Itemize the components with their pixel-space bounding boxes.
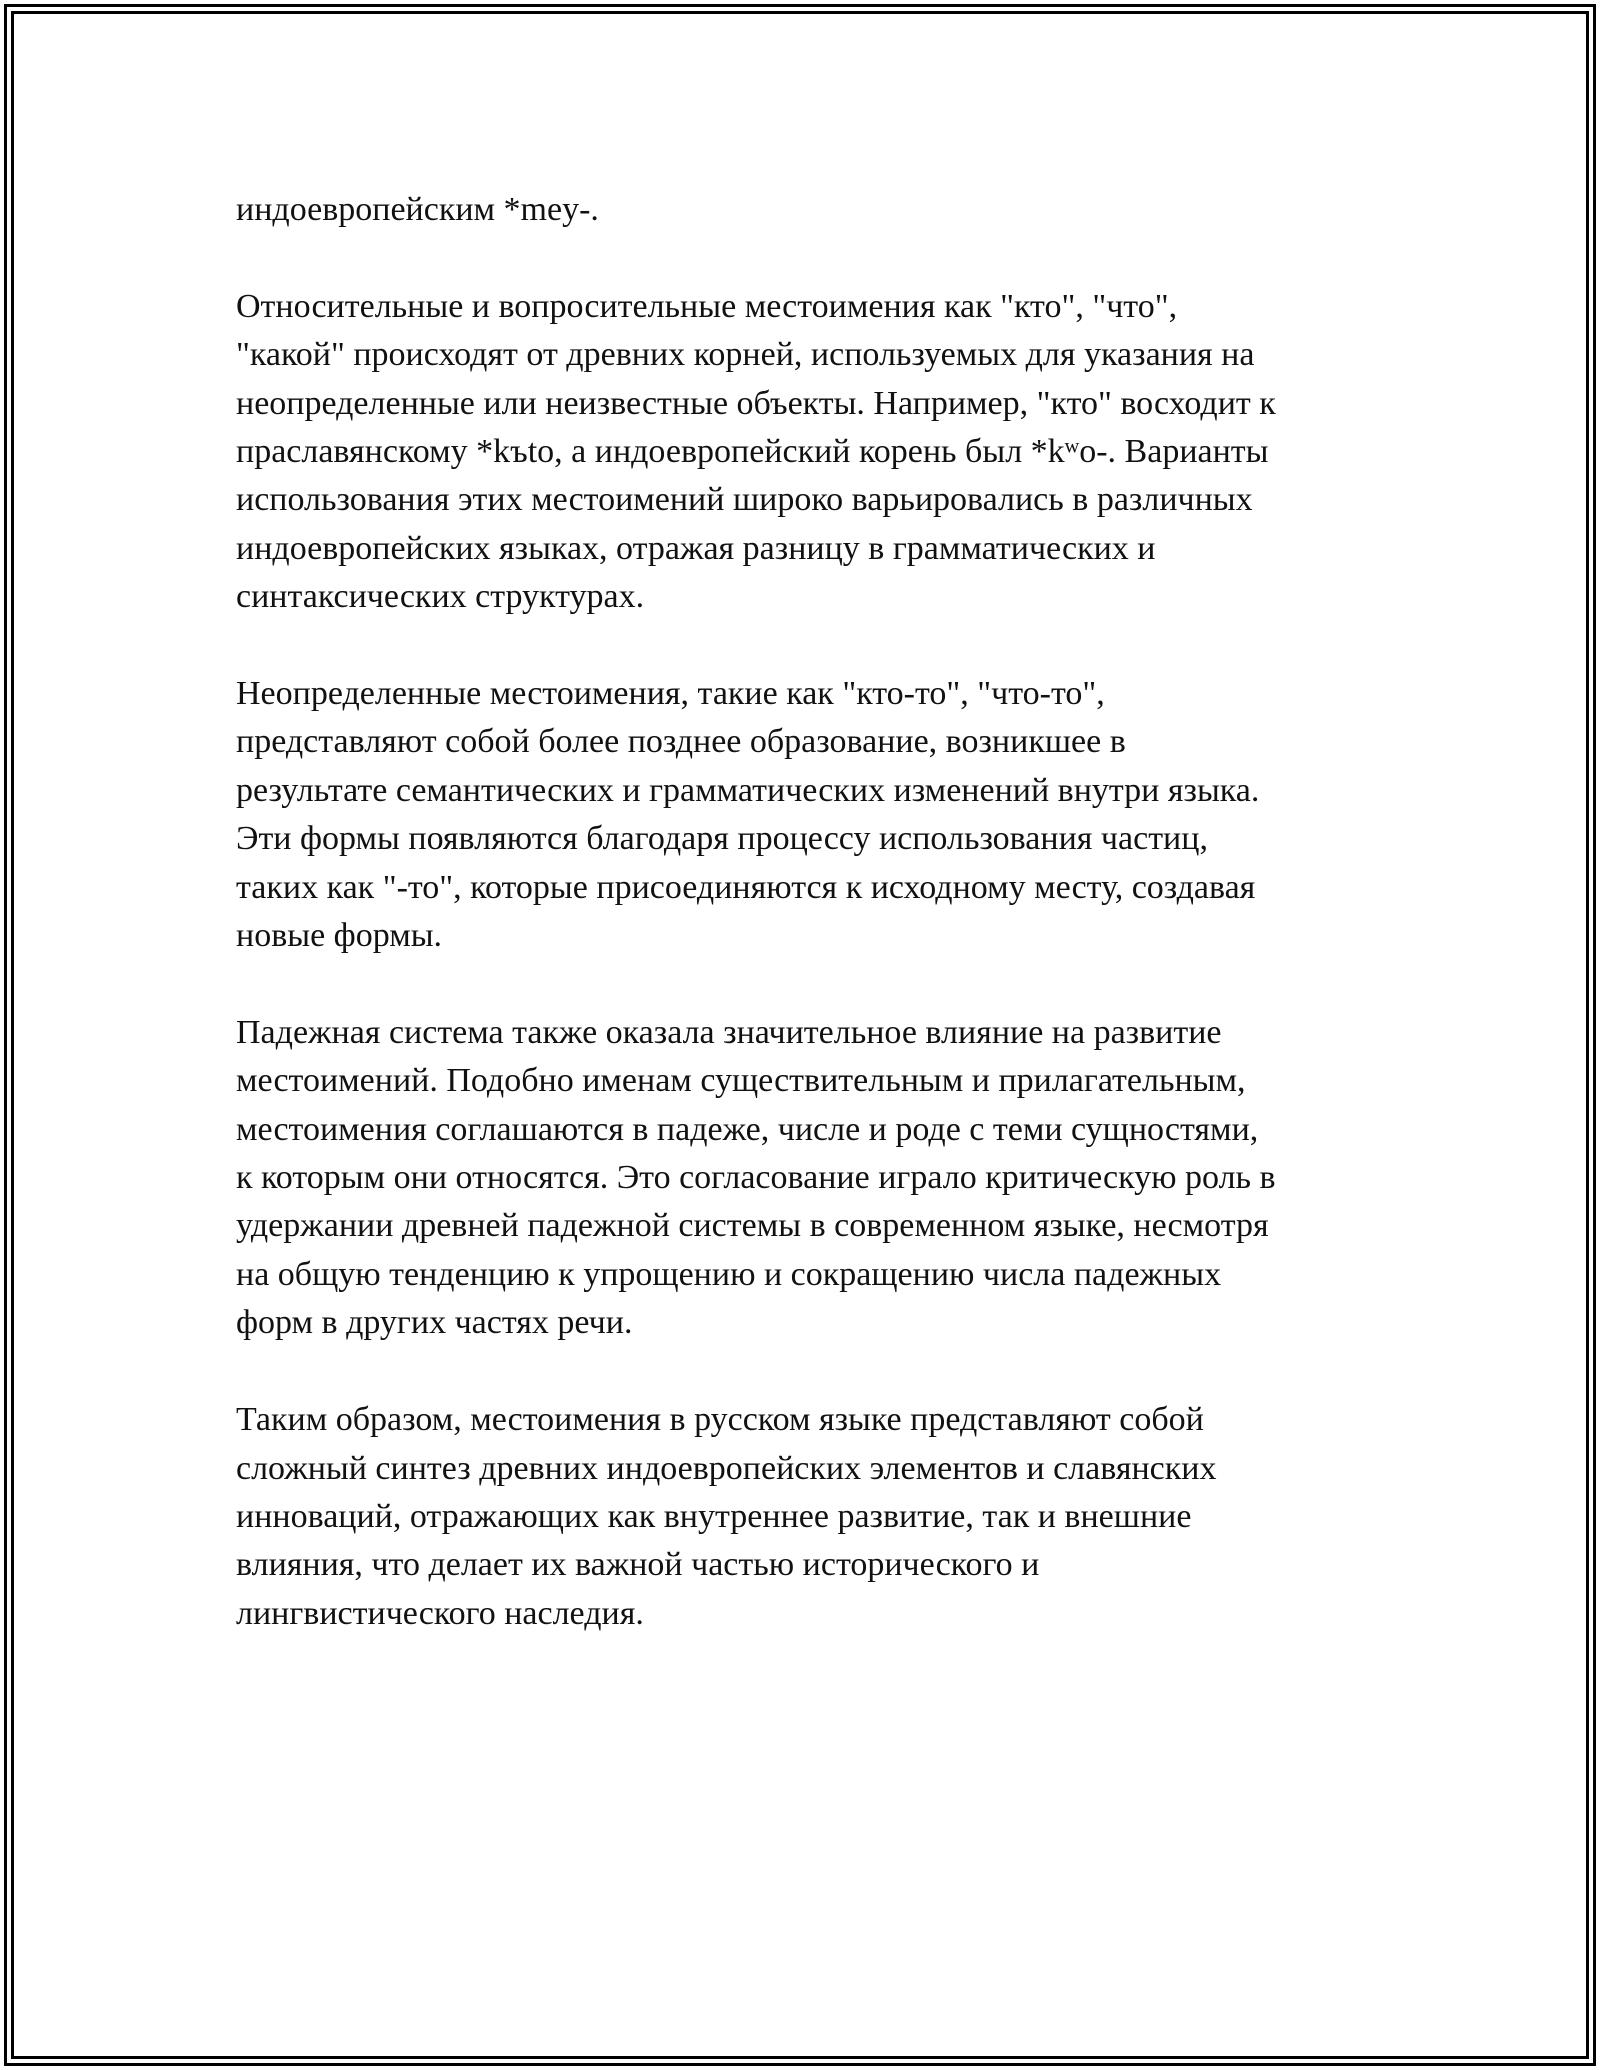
paragraph-5: Таким образом, местоимения в русском языке представляют собой сложный синтез древних индоевропейских элементов и славянских инноваций, отражающих как внутреннее развитие, так и внешние влияния, что делает их важной частью исторического и лингвистического наследия. bbox=[236, 1401, 1217, 1632]
paragraph-3: Неопределенные местоимения, такие как "кто-то", "что-то", представляют собой более позднее образование, возникшее в результате семантических и грамматических изменений внутри языка. Эти формы появляются благодаря процессу использования частиц, таких как "-то", которые присоединяются к исходному месту, создавая новые формы. bbox=[236, 675, 1260, 955]
document-body bbox=[236, 186, 1386, 1638]
paragraph-2: Относительные и вопросительные местоимения как "кто", "что", "какой" происходят от древних корней, используемых для указания на неопределенные или неизвестные объекты. Например, "кто" восходит к праславянскому *kъto, а индоевропейский корень был *kʷo-. Варианты использования этих местоимений широко варьировались в различных индоевропейских языках, отражая разницу в грамматических и синтаксических структурах. bbox=[236, 287, 1276, 616]
paragraph-4: Падежная система также оказала значительное влияние на развитие местоимений. Подобно именам существительным и прилагательным, местоимения соглашаются в падеже, числе и роде с теми сущностями, к которым они относятся. Это согласование играло критическую роль в удержании древней падежной системы в современном языке, несмотря на общую тенденцию к упрощению и сокращению числа падежных форм в других частях речи. bbox=[236, 1013, 1276, 1342]
paragraph-1: индоевропейским *mey-. bbox=[236, 191, 599, 228]
